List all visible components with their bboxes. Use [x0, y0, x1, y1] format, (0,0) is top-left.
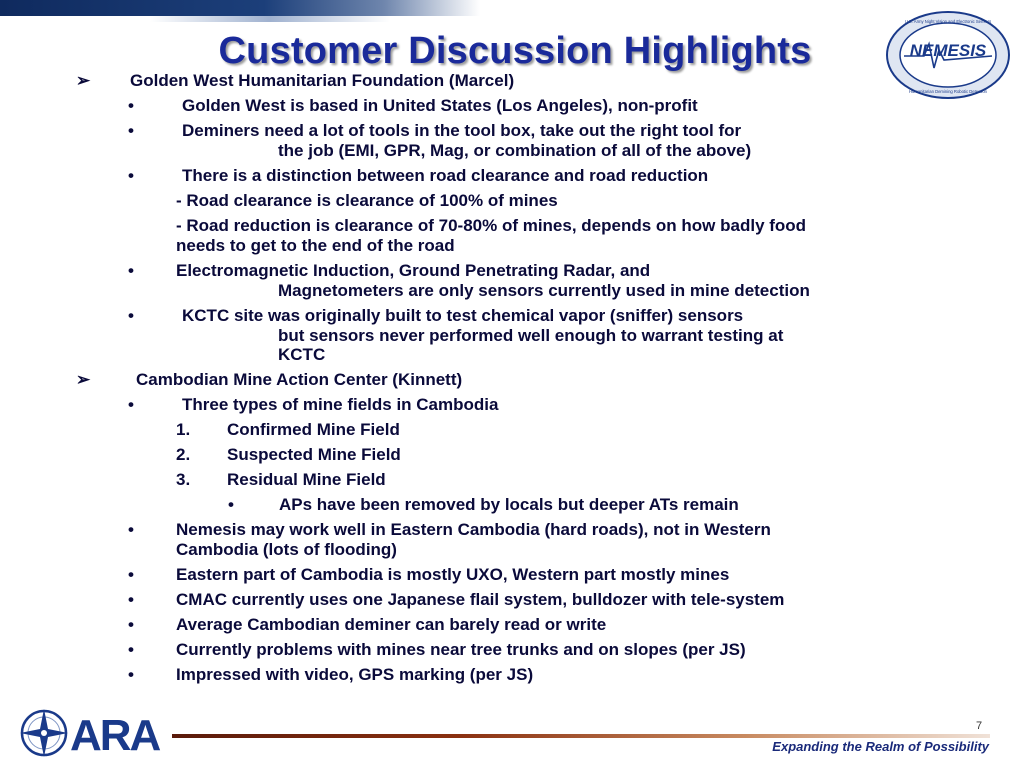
numbered-item: Suspected Mine Field: [227, 445, 401, 464]
list-subitem-continuation: needs to get to the end of the road: [176, 236, 455, 255]
bullet-icon: •: [128, 520, 134, 539]
arrow-bullet-icon: ➢: [76, 71, 91, 90]
list-item: Nemesis may work well in Eastern Cambodia (hard roads), not in Western: [176, 520, 771, 539]
list-subitem: - Road reduction is clearance of 70-80% of mines, depends on how badly food: [176, 216, 807, 235]
bullet-icon: •: [128, 395, 134, 414]
list-item: KCTC site was originally built to test chemical vapor (sniffer) sensors: [182, 306, 744, 325]
compass-icon: [20, 709, 68, 757]
section-heading: Golden West Humanitarian Foundation (Marcel): [130, 71, 515, 90]
bullet-icon: •: [128, 261, 134, 280]
list-number: 2.: [176, 445, 191, 464]
ara-logo: [18, 704, 168, 762]
list-item: Eastern part of Cambodia is mostly UXO, Western part mostly mines: [176, 565, 730, 584]
list-number: 1.: [176, 420, 191, 439]
bullet-icon: •: [128, 665, 134, 684]
section-heading: Cambodian Mine Action Center (Kinnett): [136, 370, 463, 389]
bullet-icon: •: [128, 306, 134, 325]
list-item-continuation: but sensors never performed well enough to warrant testing at: [278, 326, 784, 345]
list-item-continuation: Magnetometers are only sensors currently used in mine detection: [278, 281, 810, 300]
bullet-icon: •: [128, 590, 134, 609]
bullet-icon: •: [128, 640, 134, 659]
list-item: Impressed with video, GPS marking (per JS): [176, 665, 534, 684]
nemesis-logo-text: NEMESIS: [909, 41, 987, 60]
slide-title: Customer Discussion Highlights: [218, 30, 812, 72]
svg-text:U.S. Army Night Vision and Ele: U.S. Army Night Vision and Electronic Sensors: [904, 19, 992, 24]
list-item-continuation: Cambodia (lots of flooding): [176, 540, 397, 559]
bullet-icon: •: [128, 565, 134, 584]
list-item: There is a distinction between road clearance and road reduction: [182, 166, 709, 185]
numbered-item: Confirmed Mine Field: [227, 420, 400, 439]
list-number: 3.: [176, 470, 191, 489]
list-item: Average Cambodian deminer can barely read or write: [176, 615, 607, 634]
footer-tagline: Expanding the Realm of Possibility: [772, 739, 989, 754]
list-item-continuation: KCTC: [278, 345, 326, 364]
bullet-icon: •: [128, 96, 134, 115]
list-item: Deminers need a lot of tools in the tool box, take out the right tool for: [182, 121, 742, 140]
bullet-icon: •: [128, 615, 134, 634]
list-item: CMAC currently uses one Japanese flail system, bulldozer with tele-system: [176, 590, 785, 609]
bullet-icon: •: [128, 121, 134, 140]
list-item: Currently problems with mines near tree trunks and on slopes (per JS): [176, 640, 746, 659]
svg-text:Humanitarian Demining Robotic: Humanitarian Demining Robotic Detection: [909, 89, 987, 94]
bullet-icon: •: [128, 166, 134, 185]
list-item-continuation: the job (EMI, GPR, Mag, or combination of all of the above): [278, 141, 752, 160]
arrow-bullet-icon: ➢: [76, 370, 91, 389]
list-item: Electromagnetic Induction, Ground Penetrating Radar, and: [176, 261, 651, 280]
list-subitem: - Road clearance is clearance of 100% of mines: [176, 191, 558, 210]
ara-logo-text: ARA: [70, 711, 160, 760]
numbered-item: Residual Mine Field: [227, 470, 386, 489]
bullet-icon: •: [228, 495, 234, 514]
list-subitem: APs have been removed by locals but deeper ATs remain: [279, 495, 739, 514]
list-item: Golden West is based in United States (Los Angeles), non-profit: [182, 96, 698, 115]
footer-divider: [172, 734, 990, 738]
list-item: Three types of mine fields in Cambodia: [182, 395, 499, 414]
page-number: 7: [976, 720, 983, 732]
